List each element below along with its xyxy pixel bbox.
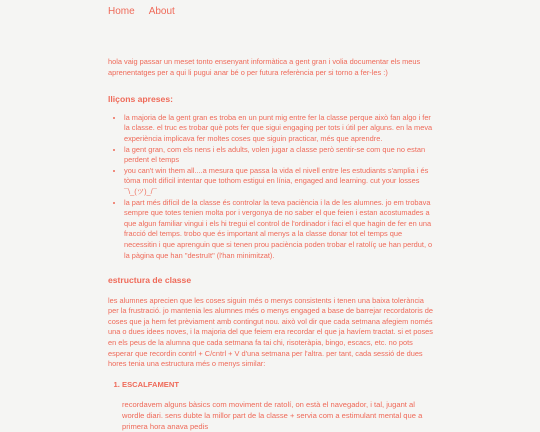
list-item: • la gent gran, com els nens i els adults, volen jugar a classe però sentir-se com que no estan perdent el temps: [124, 145, 434, 166]
top-nav: [108, 6, 175, 17]
structure-heading: estructura de classe: [108, 275, 192, 286]
intro-paragraph: hola vaig passar un meset tonto ensenyant informàtica a gent gran i volia documentar els meus aprenentatges per a qui li pugui anar bé o per futura referència per si torno a fer-les :): [108, 57, 421, 77]
lessons-list: [108, 113, 434, 261]
steps-list: [108, 380, 434, 432]
list-item: • la part més difícil de la classe és controlar la teva paciència i la de les alumnes. jo em trobava sempre que totes tenien molta por i vergonya de no saber el que feien i estan acostumades a que algun familiar vingui i els hi tregui el control de l'ordinador i faci el que hagin de fer en una fracció del temps. trobo que és important al menys a la classe donar tot el temps que necessitin i que aprenguin que si tenen prou paciència poden trobar el ratolíç ue han perdut, o la pàgina que han "destruït" (l'han minimitzat).: [124, 198, 434, 262]
step-description: recordavem alguns bàsics com moviment de ratolí, on està el navegador, i tal, jugant al wordle diari. sens dubte la millor part de la classe + servia com a estimulant mental que a primera hora anava pedis: [122, 400, 423, 431]
nav-about-link[interactable]: About: [148, 6, 175, 17]
nav-home-link[interactable]: Home: [108, 6, 135, 17]
post-content: [108, 55, 434, 432]
structure-paragraph: les alumnes aprecien que les coses siguin més o menys consistents i tenen una baixa tolerància per la frustració. jo mantenia les alumnes més o menys engaged a base de barrejar recordatoris de coses que ja hem fet prèviament amb contingut nou. això vol dir que cada setmana afegiem només una o dues idees noves, i la majoria del que feiem era recordar el que ja havíem tractat. si et poses en els peus de la alumna que cada setmana fa tai chi, risoteràpia, bingo, escacs, etc. no pots esperar que recordin contrl + C/cntrl + V d'una setmana per l'altra. per tant, cada sessió de dues hores tenia una estructura més o menys similar:: [108, 295, 433, 369]
step-title: ESCALFAMENT: [122, 379, 179, 389]
list-item: • you can't win them all....a mesura que passa la vida el nivell entre les estudiants s'amplia i és tòma molt difícil intentar que tothom estigui en línia, engaged and learning. cut your losses ¯\_(ツ)_/¯: [124, 166, 434, 198]
lessons-heading: lliçons apreses:: [108, 94, 173, 105]
list-item: • la majoria de la gent gran es troba en un punt mig entre fer la classe perque això fan algo i fer la classe. el truc es trobar què pots fer que sigui engaging per tots i útil per alguns. en la meva experiència implicava fer moltes coses que siguin practicar, més que aprendre.: [124, 113, 434, 145]
step-item: [122, 380, 434, 432]
